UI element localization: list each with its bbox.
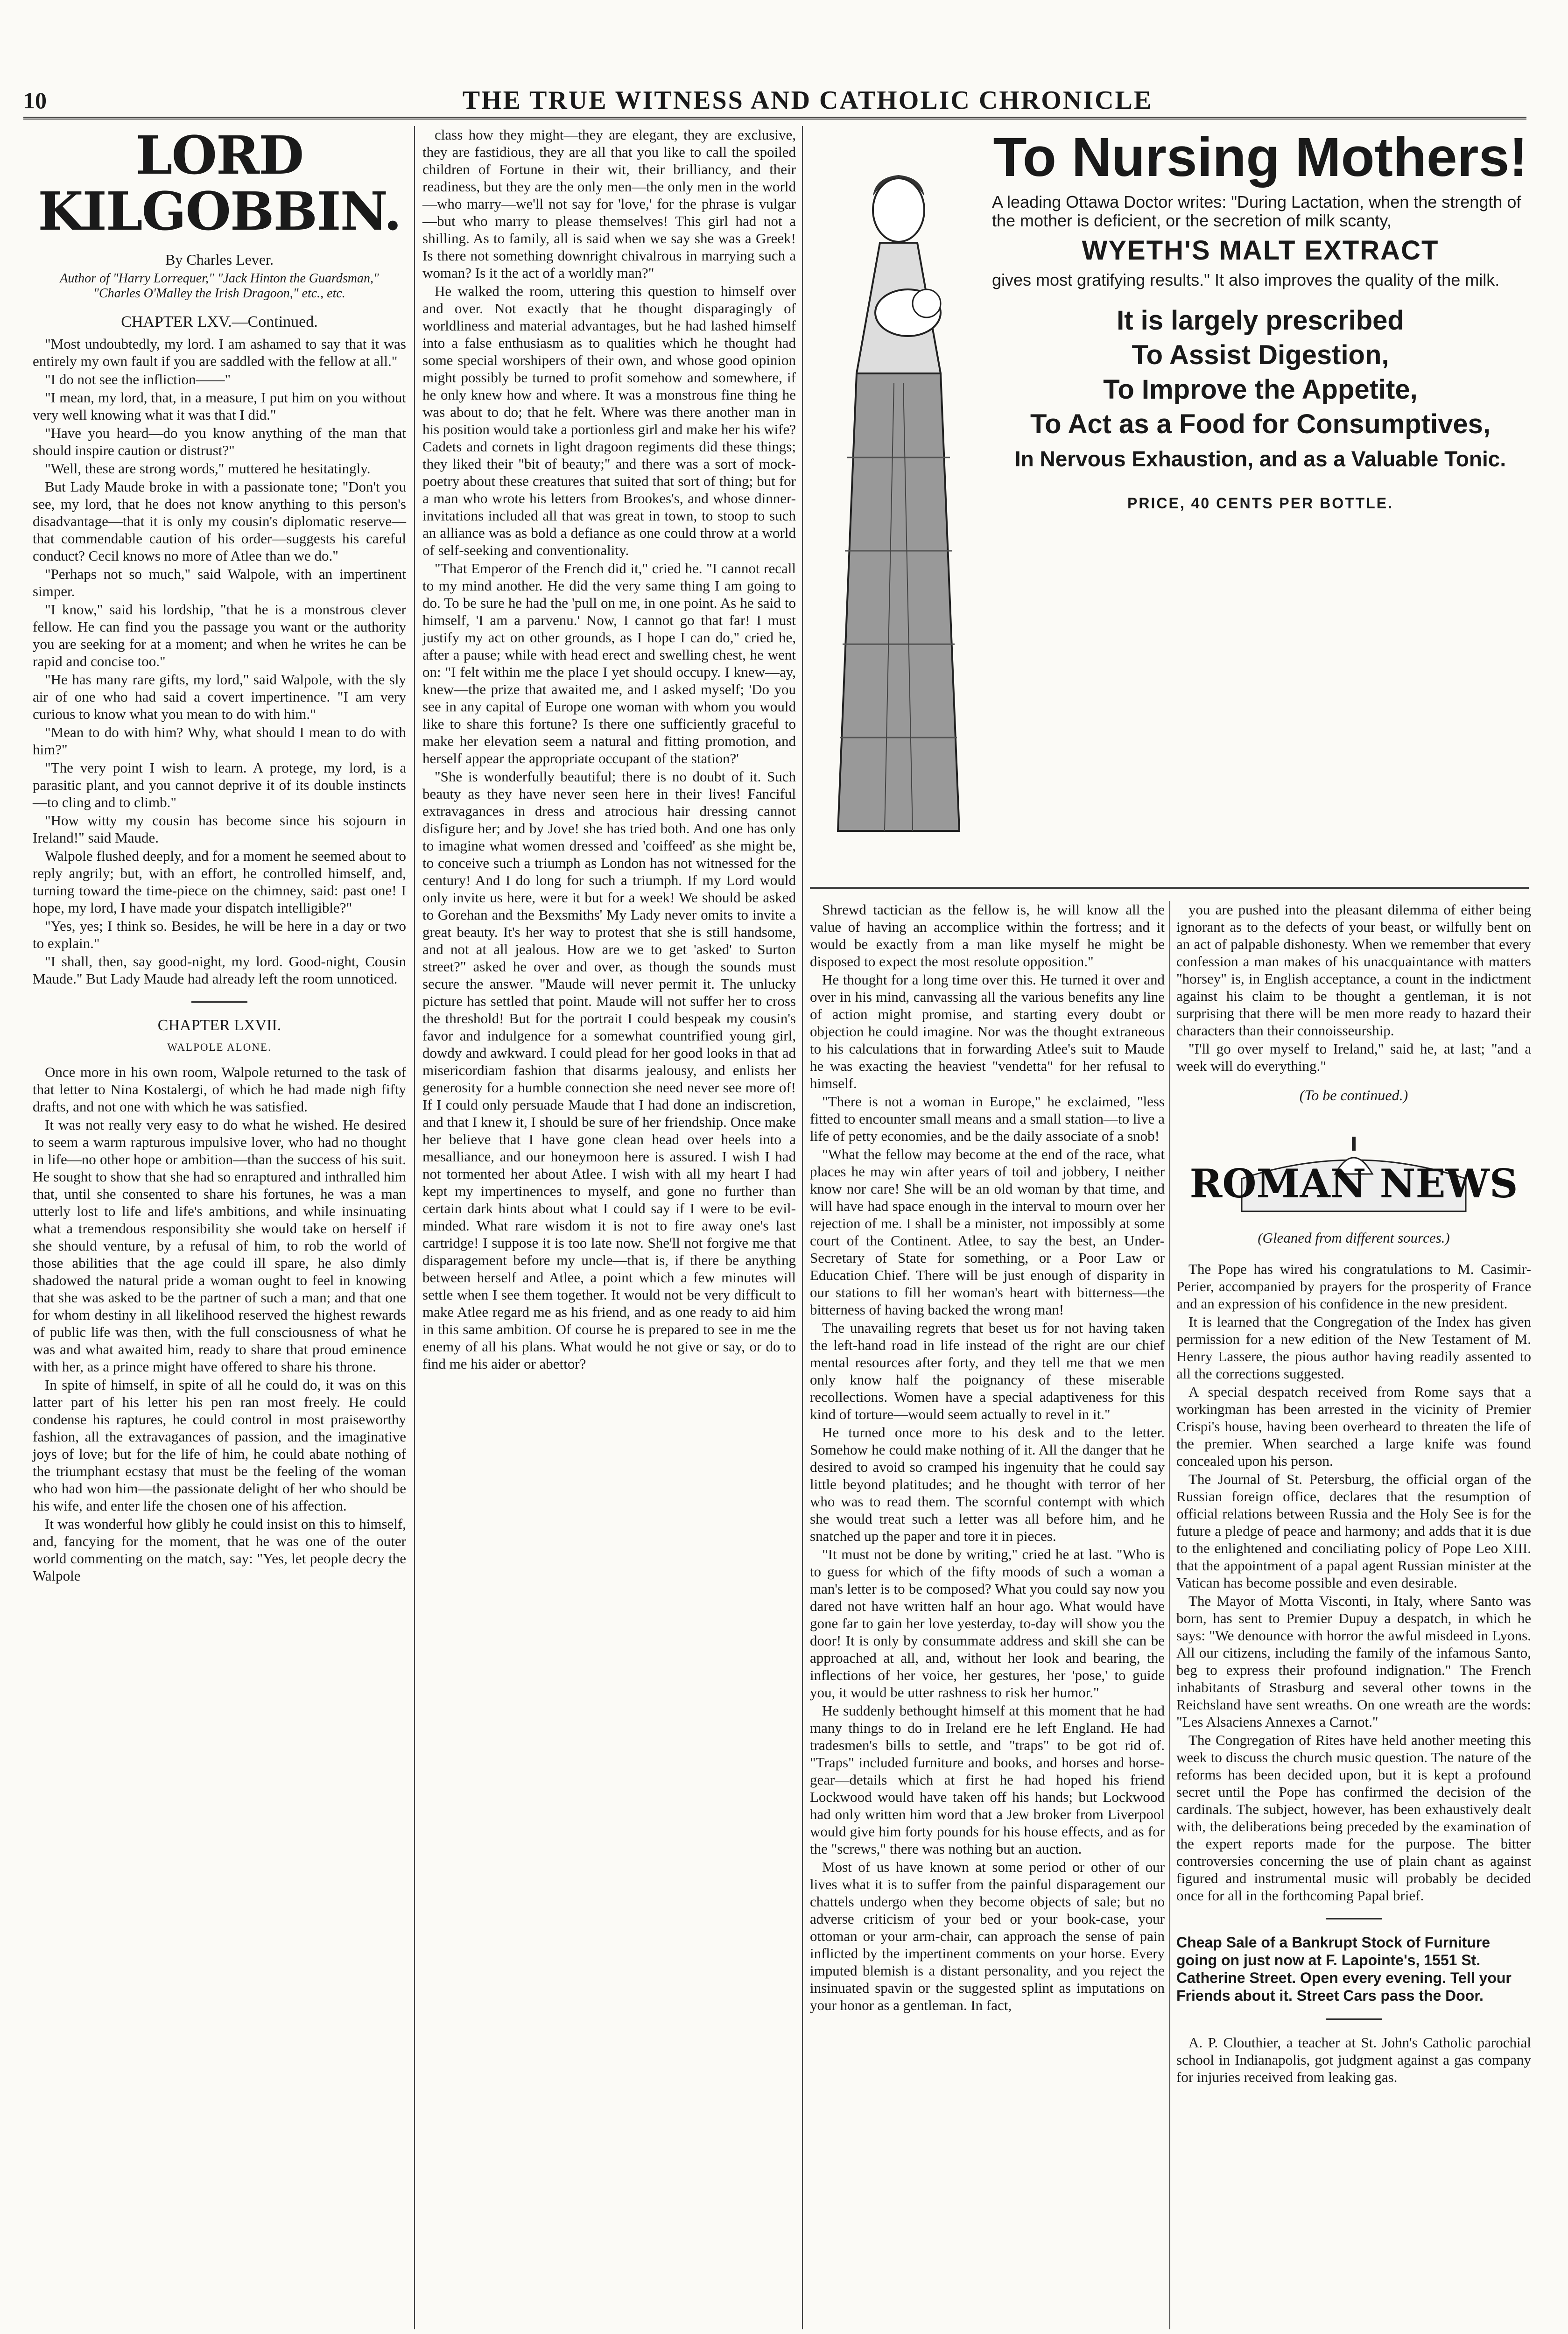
ad-line: In Nervous Exhaustion, and as a Valuable Tonic. <box>1014 447 1506 471</box>
paragraph: Shrewd tactician as the fellow is, he will know all the value of having an accomplice within the fortress; and it would be exactly from a man like myself he might be disposed to expect the most resolute opposition." <box>810 901 1165 970</box>
chapter-subtitle: WALPOLE ALONE. <box>167 1041 272 1053</box>
paragraph: But Lady Maude broke in with a passionate tone; "Don't you see, my lord, that he does not know anything to this person's disadvantage—that it is only my cousin's diplomatic reserve—that commendable caution of his order—suggests his careful conduct? Cecil knows no more of Atlee than we do." <box>33 478 406 564</box>
paragraph: "I mean, my lord, that, in a measure, I put him on you without very well knowing what it was that I did." <box>33 389 406 423</box>
roman-news-banner <box>1189 1123 1518 1216</box>
paragraph: "Perhaps not so much," said Walpole, with an impertinent simper. <box>33 566 406 599</box>
paragraph: "Most undoubtedly, my lord. I am ashamed to say that it was entirely my own fault if you are saddled with the fellow at all." <box>33 336 406 369</box>
roman-news-text <box>1176 1260 1531 1904</box>
ad-price: PRICE, 40 CENTS PER BOTTLE. <box>1127 495 1393 512</box>
ad-line: To Act as a Food for Consumptives, <box>1030 409 1491 439</box>
paragraph: The Pope has wired his congratulations to M. Casimir-Perier, accompanied by prayers for the prosperity of France and an expression of his confidence in the new president. <box>1176 1261 1531 1312</box>
ad-gives: gives most gratifying results." It also improves the quality of the milk. <box>992 270 1500 289</box>
paragraph: "I do not see the infliction——" <box>45 371 231 387</box>
story-column-1 <box>33 126 406 2329</box>
story-text-4 <box>1176 901 1531 1075</box>
ad-line: It is largely prescribed <box>1117 305 1404 336</box>
ad-bottom-rule <box>810 887 1529 889</box>
paragraph: "I'll go over myself to Ireland," said he, at last; "and a week will do everything." <box>1176 1040 1531 1074</box>
paragraph: It was wonderful how glibly he could insist on this to himself, and, fancying for the moment, that he was one of the outer world commenting on the match, say: "Yes, let people decry the Walpole <box>33 1516 406 1584</box>
paragraph: Once more in his own room, Walpole returned to the task of that letter to Nina Kostalergi, of which he had made nigh fifty drafts, and not one with which he was satisfied. <box>33 1064 406 1115</box>
column-rule <box>414 126 415 2329</box>
paragraph: "I shall, then, say good-night, my lord. Good-night, Cousin Maude." But Lady Maude had already left the room unnoticed. <box>33 953 406 987</box>
paragraph: "Have you heard—do you know anything of the man that should inspire caution or distrust?" <box>33 425 406 458</box>
paragraph: The Mayor of Motta Visconti, in Italy, where Santo was born, has sent to Premier Dupuy a despatch, in which he says: "We denounce with horror the awful misdeed in Lyons. All our citizens, including the family of the infamous Santo, beg to express their profound indignation." The French inhabitants of Strasburg and several other towns in the Reichsland have sent wreaths. On one wreath are the words: "Les Alsaciens Annexes a Carnot." <box>1176 1593 1531 1730</box>
paragraph: "Yes, yes; I think so. Besides, he will be here in a day or two to explain." <box>33 918 406 951</box>
paragraph: "What the fellow may become at the end of the race, what places he may win after years of toil and jobbery, I neither know nor care! She will be an old woman by that time, and will have had space enough in the interval to mourn over her rejection of me. I shall be a minister, not impossibly at some court of the Continent. Atlee, to say the best, an Under-Secretary of State for something, or a Poor Law or Education Chief. There will be just enough of disparity in our stations to fill her woman's heart with bitterness—the bitterness of having backed the wrong man! <box>810 1146 1165 1318</box>
paragraph: "He has many rare gifts, my lord," said Walpole, with the sly air of one who had said a covert impertinence. "I am very curious to know what you mean to do with him." <box>33 671 406 722</box>
story-byline: By Charles Lever. <box>165 251 274 268</box>
author-note: Author of "Harry Lorrequer," "Jack Hinton the Guardsman," "Charles O'Malley the Irish Dragoon," etc., etc. <box>60 271 379 301</box>
paragraph: He thought for a long time over this. He turned it over and over in his mind, canvassing all the various benefits any line of action might promise, and starting every doubt or objection he could imagine. Nor was the thought extraneous to his calculations that in forwarding Atlee's suit to Maude he was exacting the heaviest "vendetta" for her refusal to himself. <box>810 971 1165 1091</box>
roman-news-title: ROMAN NEWS <box>1189 1160 1518 1207</box>
mother-and-child-illustration <box>810 131 983 868</box>
roman-news-masthead <box>1176 1123 1531 1220</box>
paragraph: "Well, these are strong words," muttered he hesitatingly. <box>45 460 371 477</box>
to-be-continued: (To be continued.) <box>1299 1087 1408 1104</box>
nursing-mothers-ad <box>810 126 1529 878</box>
paragraph: Most of us have known at some period or other of our lives what it is to suffer from the painful disparagement our chattels undergo when they become objects of sale; but no adverse criticism of your bed or your book-case, your ottoman or your arm-chair, can approach the sense of pain inflicted by the impertinent comments on your horse. Every imputed blemish is a distant personality, and you reject the insinuated spavin or the suggested splint as imputations on your honor as a gentleman. In fact, <box>810 1859 1165 2013</box>
ad-copy <box>992 126 1529 512</box>
paragraph: "It must not be done by writing," cried he at last. "Who is to guess for which of the fifty moods of such a woman a man's letter is to be composed? What you could say now you dared not have written half an hour ago. What would have gone far to gain her love yesterday, to-day will show you the door! It is only by consummate address and skill she can be approached at all, and, without her look and bearing, the inflections of her voice, her gestures, her 'pose,' to guide you, it would be utter rashness to risk her humor." <box>810 1546 1165 1701</box>
page-header <box>23 84 1526 120</box>
paragraph: "She is wonderfully beautiful; there is no doubt of it. Such beauty as they have never seen here in their lives! Fanciful extravagances in dress and atrocious hair dressing cannot disfigure her; and by Jove! she has tried both. And one has only to imagine what women dressed and 'coiffeed' as she might be, to conceive such a triumph as London has not witnessed for the century! And I do long for such a triumph. If my Lord would only invite us here, were it but for a week! We should be asked to Gorehan and the Bexsmiths' My Lady never omits to invite a great beauty. It's her way to protest that she is still handsome, and not at all jealous. How are we to get 'asked' to Surton street?" asked he over and over, as though the sounds must secure the answer. "Maude will never permit it. The unlucky picture has settled that point. Maude will not suffer her to cross the threshold! But for the portrait I could bespeak my cousin's favor and indulgence for a somewhat countrified young girl, dowdy and awkward. I could plead for her good looks in that ad misericordiam fashion that disarms jealousy, and enlists her generosity for a humble connection she need never see more of! If I could only persuade Maude that I had done an indiscretion, and that I knew it, I should be sure of her friendship. Once make her believe that I have gone clean head over heels into a mesalliance, and our honeymoon here is assured. I wish I had not tormented her about Atlee. I wish with all my heart I had kept my impertinences to myself, and gone no further than certain dark hints about what I could say if I were to be evil-minded. What rare wisdom it is not to fire away one's last cartridge! I suppose it is too late now. She'll not forgive me that disparagement before my uncle—that is, if there be anything between herself and Atlee, a point which a few minutes will settle when I see them together. It would not be very difficult to make Atlee regard me as his friend, and as one ready to aid him in this same ambition. Of course he is prepared to see in me the enemy of all his plans. What would he not give or say, or do to find me his aider or abettor? <box>422 768 796 1372</box>
story-text-2 <box>422 126 796 1372</box>
column-rule <box>1169 901 1170 2329</box>
ad-lead: A leading Ottawa Doctor writes: "During Lactation, when the strength of the mother is deficient, or the secretion of milk scanty, <box>992 192 1521 230</box>
paragraph: He turned once more to his desk and to the letter. Somehow he could make nothing of it. All the danger that he desired to avoid so cramped his ingenuity that he could say little beyond platitudes; and he thought with terror of her who was to read them. The scornful contempt with which she would treat such a letter was all before him, and he snatched up the paper and tore it in pieces. <box>810 1424 1165 1544</box>
story-text-1a <box>33 335 406 987</box>
paragraph: It is learned that the Congregation of the Index has given permission for a new edition of the New Testament of M. Henry Lassere, the pious author having readily assented to all the corrections suggested. <box>1176 1314 1531 1382</box>
paragraph: class how they might—they are elegant, they are exclusive, they are fastidious, they are all that you like to call the spoiled children of Fortune in their wit, their brilliancy, and their readiness, but they are the only men—the only men in the world—who marry—we'll not say for 'love,' for the phrase is vulgar—but who marry to please themselves! This girl had not a shilling. As to family, all is said when we say she was a Greek! Is there not something downright chivalrous in marrying such a woman? Is it the act of a worldly man?" <box>422 127 796 281</box>
story-column-3 <box>810 901 1165 2329</box>
paragraph: you are pushed into the pleasant dilemma of either being ignorant as to the defects of your beast, or wilfully bent on an act of palpable dishonesty. When we remember that every confession a man makes of his unacquaintance with matters "horsey" is, in English acceptance, a count in the indictment against his claim to be thought a gentleman, it is not surprising that there will be men more ready to hazard their characters than their connoisseurship. <box>1176 901 1531 1039</box>
paragraph: "I know," said his lordship, "that he is a monstrous clever fellow. He can find you the passage you want or the authority you are seeking for at a moment; and when he writes he can be rapid and concise too." <box>33 601 406 669</box>
paragraph: "Mean to do with him? Why, what should I mean to do with him?" <box>33 724 406 758</box>
paragraph: "The very point I wish to learn. A protege, my lord, is a parasitic plant, and you cannot deprive it of its double instincts—to cling and to climb." <box>33 759 406 810</box>
column-rule <box>802 126 803 2329</box>
chapter-heading: CHAPTER LXV.—Continued. <box>121 313 318 330</box>
roman-news-caption: (Gleaned from different sources.) <box>1258 1230 1450 1246</box>
paper-title: THE TRUE WITNESS AND CATHOLIC CHRONICLE <box>462 86 1153 115</box>
paragraph: In spite of himself, in spite of all he could do, it was on this latter part of his letter his pen ran most freely. He could condense his raptures, he could control in most praiseworthy fashion, all the extravagances of passion, and the imaginative joys of love; but for the life of him, he could abate nothing of the triumphant ecstasy that must be the feeling of the woman who had won him—the passionate delight of her who should be his wife, and enter life the chosen one of his affection. <box>33 1377 406 1514</box>
furniture-sale-notice: Cheap Sale of a Bankrupt Stock of Furniture going on just now at F. Lapointe's, 1551 St. Catherine Street. Open every evening. Tell your Friends about it. Street Cars pass the Door. <box>1176 1934 1512 2004</box>
paragraph: He suddenly bethought himself at this moment that he had many things to do in Ireland ere he left England. He had tradesmen's bills to settle, and "traps" to be got rid of. "Traps" included furniture and books, and horses and horse-gear—details which at first he had hoped his friend Lockwood would have taken off his hands; but Lockwood had only written him word that a Jew broker from Liverpool would give him forty pounds for his house effects, and as for the "screws," there was nothing but an auction. <box>810 1702 1165 1857</box>
paragraph: The unavailing regrets that beset us for not having taken the left-hand road in life instead of the right are our chief mental resources after forty, and they tell me that we men only know half the poignancy of these miserable recollections. Women have a special adaptiveness for this kind of torture—would seem actually to revel in it." <box>810 1320 1165 1422</box>
paragraph: "That Emperor of the French did it," cried he. "I cannot recall to my mind another. He did the very same thing I am going to do. To be sure he had the 'pull on me, in one point. As he said to himself, 'I am a parvenu.' Now, I cannot go that far! I must justify my act on other grounds, as I hope I can do," cried he, after a pause; while with head erect and swelling chest, he went on: "I felt within me the place I yet should occupy. I knew—ay, knew—the prize that awaited me, and I asked myself; 'Do you see in any capital of Europe one woman with whom you would like to share this fortune? Is there one sufficiently graceful to make her elevation seem a natural and fitting promotion, and herself appear the appropriate occupant of the station?' <box>422 560 796 766</box>
section-divider <box>1326 2018 1382 2020</box>
paragraph: Walpole flushed deeply, and for a moment he seemed about to reply angrily; but, with an effort, he controlled himself, and, turning toward the time-piece on the chimney, said: past one! I hope, my lord, I have made your dispatch intelligible?" <box>33 848 406 916</box>
paragraph: It was not really very easy to do what he wished. He desired to seem a warm rapturous impulsive lover, who had no thought in life—no other hope or ambition—than the success of his suit. He sought to show that she had so enraptured and inthralled him that, until she consented to share his fortunes, he was a man utterly lost to life and life's ambitions, and while insinuating what a tremendous responsibility she would take on herself if she should venture, by a refusal of him, to rob the world of those abilities that the age could ill spare, he also dimly shadowed the natural pride a woman ought to feel in knowing that she was asked to be the partner of such a man; and that one for whom destiny in all likelihood reserved the highest rewards of public life was then, with the full consciousness of what he was and what awaited him, ready to share that proud eminence with her, as a prince might have offered to share his throne. <box>33 1117 406 1375</box>
paragraph: "There is not a woman in Europe," he exclaimed, "less fitted to encounter small means and a small station—to live a life of petty economies, and be the daily associate of a snob! <box>810 1093 1165 1144</box>
page-number: 10 <box>23 87 47 113</box>
story-column-2 <box>422 126 796 2329</box>
story-text-3 <box>810 901 1165 2014</box>
story-column-4 <box>1176 901 1531 2329</box>
section-divider <box>191 1001 247 1003</box>
section-divider <box>1326 1918 1382 1919</box>
paragraph: The Journal of St. Petersburg, the official organ of the Russian foreign office, declares that the resumption of official relations between Russia and the Holy See is for the future a pledge of peace and harmony; and adds that it is due to the enlightened and conciliating policy of Pope Leo XIII. that the appointment of a papal agent Russian minister at the Vatican has become possible and even desirable. <box>1176 1471 1531 1591</box>
ad-line: To Assist Digestion, <box>1132 340 1389 370</box>
ad-product: WYETH'S MALT EXTRACT <box>1082 235 1439 266</box>
paragraph: He walked the room, uttering this question to himself over and over. Not exactly that he thought disparagingly of worldliness and material advantages, but he had lashed himself into a false enthusiasm as to qualities which he thought had some special worshipers of their own, and whose good opinion might possibly be turned to profit somehow and somewhere, if he only knew how and where. It was a monstrous fine thing he was about to do; that he felt. Where was there another man in his position would take a portionless girl and make her his wife? Cadets and cornets in light dragoon regiments did these things; they liked their "bit of beauty;" and there was a sort of mock-poetry about these creatures that suited that sort of thing; but for a man who wrote his letters from Brookes's, and whose dinner-invitations included all that was great in town, to stoop to such an alliance was as bold a defiance as one could throw at a world of self-seeking and conventionality. <box>422 283 796 558</box>
paragraph: A special despatch received from Rome says that a workingman has been arrested in the vicinity of Premier Crispi's house, having been overheard to threaten the life of the premier. When searched a large knife was found concealed upon his person. <box>1176 1384 1531 1469</box>
final-paragraph: A. P. Clouthier, a teacher at St. John's Catholic parochial school in Indianapolis, got judgment against a gas company for injuries received from leaking gas. <box>1176 2034 1531 2085</box>
chapter-heading-2: CHAPTER LXVII. <box>157 1017 281 1034</box>
ad-headline: To Nursing Mothers! <box>993 127 1528 188</box>
ad-line: To Improve the Appetite, <box>1103 374 1418 405</box>
paragraph: The Congregation of Rites have held another meeting this week to discuss the church music question. The nature of the reforms has been decided upon, but it is kept a profound secret until the Pope has confirmed the decision of the cardinals. The subject, however, has been exhaustively dealt with, the deliberations being preceded by the examination of the expert reports made for the purpose. The bitter controversies concerning the use of plain chant as against figured and instrumental music will probably be decided once for all in the forthcoming Papal brief. <box>1176 1732 1531 1904</box>
story-title: LORD KILGOBBIN. <box>38 125 401 242</box>
story-text-1b <box>33 1063 406 1584</box>
paragraph: "How witty my cousin has become since his sojourn in Ireland!" said Maude. <box>33 812 406 846</box>
